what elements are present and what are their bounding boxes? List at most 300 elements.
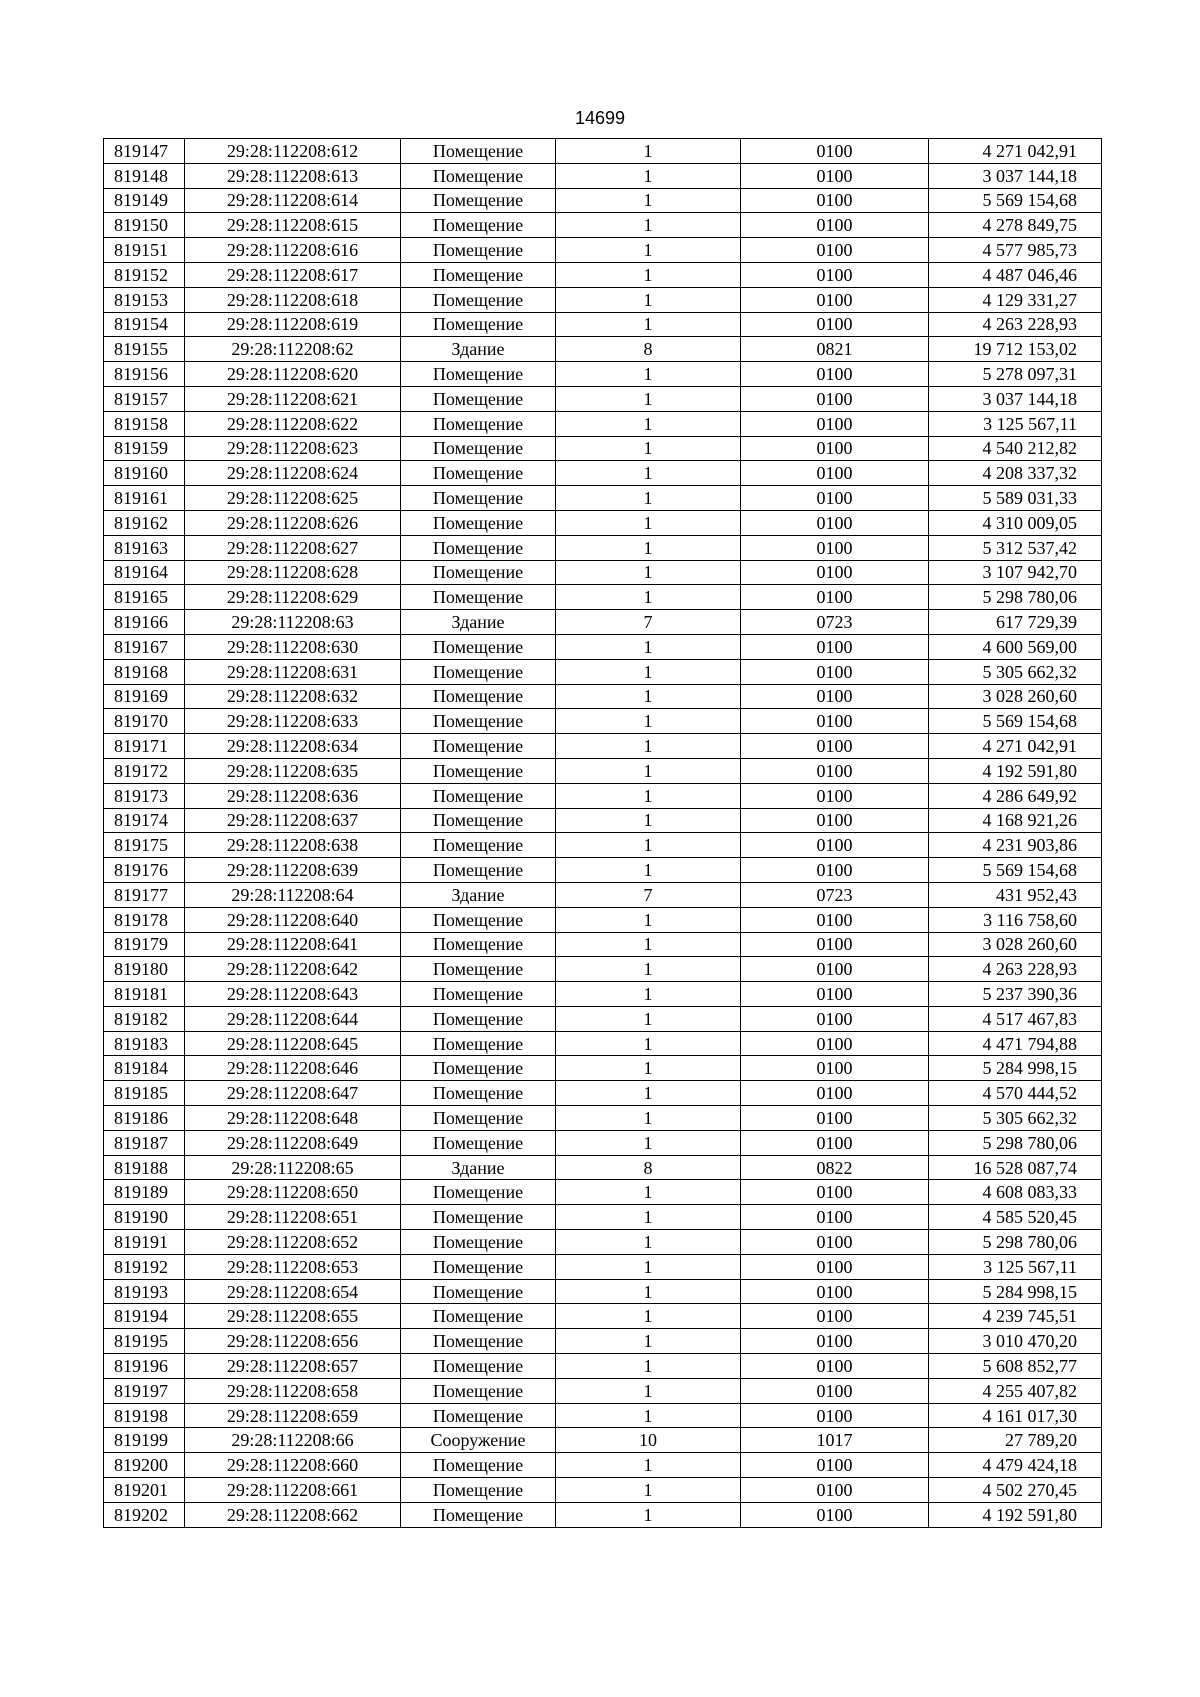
row-number-cell: 819177 bbox=[104, 882, 185, 907]
row-number-cell: 819150 bbox=[104, 213, 185, 238]
table-row bbox=[104, 709, 1102, 734]
purpose-code-cell: 0100 bbox=[741, 1056, 929, 1081]
cadastral-value-cell: 3 028 260,60 bbox=[929, 932, 1102, 957]
floor-count-cell: 1 bbox=[556, 783, 741, 808]
object-type-cell: Помещение bbox=[401, 1130, 556, 1155]
purpose-code-cell: 0100 bbox=[741, 436, 929, 461]
cadastral-number-cell: 29:28:112208:65 bbox=[185, 1155, 401, 1180]
purpose-code-cell: 0100 bbox=[741, 362, 929, 387]
purpose-code-cell: 0100 bbox=[741, 386, 929, 411]
row-number-cell: 819160 bbox=[104, 461, 185, 486]
purpose-code-cell: 0100 bbox=[741, 709, 929, 734]
purpose-code-cell: 0100 bbox=[741, 287, 929, 312]
floor-count-cell: 1 bbox=[556, 411, 741, 436]
floor-count-cell: 1 bbox=[556, 709, 741, 734]
cadastral-number-cell: 29:28:112208:655 bbox=[185, 1304, 401, 1329]
purpose-code-cell: 0100 bbox=[741, 312, 929, 337]
floor-count-cell: 1 bbox=[556, 833, 741, 858]
table-row bbox=[104, 1205, 1102, 1230]
cadastral-value-cell: 3 125 567,11 bbox=[929, 411, 1102, 436]
purpose-code-cell: 0100 bbox=[741, 758, 929, 783]
floor-count-cell: 1 bbox=[556, 808, 741, 833]
table-row bbox=[104, 461, 1102, 486]
floor-count-cell: 1 bbox=[556, 139, 741, 164]
row-number-cell: 819187 bbox=[104, 1130, 185, 1155]
cadastral-number-cell: 29:28:112208:638 bbox=[185, 833, 401, 858]
purpose-code-cell: 0100 bbox=[741, 833, 929, 858]
purpose-code-cell: 0100 bbox=[741, 1502, 929, 1527]
row-number-cell: 819157 bbox=[104, 386, 185, 411]
object-type-cell: Помещение bbox=[401, 213, 556, 238]
cadastral-value-cell: 5 278 097,31 bbox=[929, 362, 1102, 387]
row-number-cell: 819175 bbox=[104, 833, 185, 858]
cadastral-value-cell: 4 231 903,86 bbox=[929, 833, 1102, 858]
floor-count-cell: 1 bbox=[556, 1130, 741, 1155]
row-number-cell: 819167 bbox=[104, 634, 185, 659]
table-row bbox=[104, 1155, 1102, 1180]
object-type-cell: Помещение bbox=[401, 1031, 556, 1056]
purpose-code-cell: 0100 bbox=[741, 1254, 929, 1279]
cadastral-value-cell: 3 037 144,18 bbox=[929, 386, 1102, 411]
purpose-code-cell: 0100 bbox=[741, 461, 929, 486]
object-type-cell: Помещение bbox=[401, 1453, 556, 1478]
row-number-cell: 819176 bbox=[104, 858, 185, 883]
purpose-code-cell: 0100 bbox=[741, 957, 929, 982]
cadastral-number-cell: 29:28:112208:662 bbox=[185, 1502, 401, 1527]
row-number-cell: 819153 bbox=[104, 287, 185, 312]
table-row bbox=[104, 1453, 1102, 1478]
purpose-code-cell: 0100 bbox=[741, 858, 929, 883]
floor-count-cell: 1 bbox=[556, 1006, 741, 1031]
object-type-cell: Помещение bbox=[401, 163, 556, 188]
purpose-code-cell: 0100 bbox=[741, 1304, 929, 1329]
floor-count-cell: 1 bbox=[556, 362, 741, 387]
cadastral-value-cell: 4 161 017,30 bbox=[929, 1403, 1102, 1428]
object-type-cell: Помещение bbox=[401, 1378, 556, 1403]
cadastral-value-cell: 4 487 046,46 bbox=[929, 262, 1102, 287]
table-row bbox=[104, 337, 1102, 362]
floor-count-cell: 7 bbox=[556, 610, 741, 635]
object-type-cell: Помещение bbox=[401, 1081, 556, 1106]
table-row bbox=[104, 163, 1102, 188]
purpose-code-cell: 0100 bbox=[741, 808, 929, 833]
object-type-cell: Здание bbox=[401, 337, 556, 362]
object-type-cell: Помещение bbox=[401, 535, 556, 560]
purpose-code-cell: 0100 bbox=[741, 1130, 929, 1155]
purpose-code-cell: 0100 bbox=[741, 585, 929, 610]
table-row bbox=[104, 659, 1102, 684]
table-row bbox=[104, 1006, 1102, 1031]
cadastral-number-cell: 29:28:112208:64 bbox=[185, 882, 401, 907]
cadastral-number-cell: 29:28:112208:62 bbox=[185, 337, 401, 362]
cadastral-number-cell: 29:28:112208:637 bbox=[185, 808, 401, 833]
table-row bbox=[104, 907, 1102, 932]
floor-count-cell: 1 bbox=[556, 1106, 741, 1131]
object-type-cell: Помещение bbox=[401, 709, 556, 734]
cadastral-value-cell: 4 271 042,91 bbox=[929, 734, 1102, 759]
purpose-code-cell: 0100 bbox=[741, 560, 929, 585]
cadastral-number-cell: 29:28:112208:657 bbox=[185, 1354, 401, 1379]
cadastral-value-cell: 3 010 470,20 bbox=[929, 1329, 1102, 1354]
object-type-cell: Помещение bbox=[401, 436, 556, 461]
floor-count-cell: 8 bbox=[556, 1155, 741, 1180]
floor-count-cell: 1 bbox=[556, 858, 741, 883]
row-number-cell: 819199 bbox=[104, 1428, 185, 1453]
table-row bbox=[104, 1130, 1102, 1155]
floor-count-cell: 1 bbox=[556, 1354, 741, 1379]
table-row bbox=[104, 833, 1102, 858]
floor-count-cell: 1 bbox=[556, 684, 741, 709]
object-type-cell: Помещение bbox=[401, 833, 556, 858]
cadastral-value-cell: 19 712 153,02 bbox=[929, 337, 1102, 362]
cadastral-number-cell: 29:28:112208:651 bbox=[185, 1205, 401, 1230]
purpose-code-cell: 0100 bbox=[741, 238, 929, 263]
row-number-cell: 819170 bbox=[104, 709, 185, 734]
floor-count-cell: 1 bbox=[556, 188, 741, 213]
floor-count-cell: 1 bbox=[556, 1254, 741, 1279]
object-type-cell: Помещение bbox=[401, 510, 556, 535]
cadastral-value-cell: 5 305 662,32 bbox=[929, 1106, 1102, 1131]
row-number-cell: 819156 bbox=[104, 362, 185, 387]
table-row bbox=[104, 1081, 1102, 1106]
floor-count-cell: 1 bbox=[556, 287, 741, 312]
purpose-code-cell: 0100 bbox=[741, 1403, 929, 1428]
cadastral-value-cell: 5 608 852,77 bbox=[929, 1354, 1102, 1379]
table-row bbox=[104, 188, 1102, 213]
cadastral-number-cell: 29:28:112208:627 bbox=[185, 535, 401, 560]
cadastral-number-cell: 29:28:112208:616 bbox=[185, 238, 401, 263]
floor-count-cell: 1 bbox=[556, 262, 741, 287]
table-row bbox=[104, 535, 1102, 560]
table-row bbox=[104, 858, 1102, 883]
floor-count-cell: 1 bbox=[556, 560, 741, 585]
object-type-cell: Помещение bbox=[401, 808, 556, 833]
cadastral-value-cell: 4 540 212,82 bbox=[929, 436, 1102, 461]
table-row bbox=[104, 1502, 1102, 1527]
cadastral-number-cell: 29:28:112208:613 bbox=[185, 163, 401, 188]
cadastral-number-cell: 29:28:112208:633 bbox=[185, 709, 401, 734]
purpose-code-cell: 0822 bbox=[741, 1155, 929, 1180]
table-row bbox=[104, 808, 1102, 833]
cadastral-number-cell: 29:28:112208:652 bbox=[185, 1230, 401, 1255]
row-number-cell: 819180 bbox=[104, 957, 185, 982]
object-type-cell: Помещение bbox=[401, 1180, 556, 1205]
cadastral-value-cell: 16 528 087,74 bbox=[929, 1155, 1102, 1180]
row-number-cell: 819151 bbox=[104, 238, 185, 263]
purpose-code-cell: 0100 bbox=[741, 1006, 929, 1031]
floor-count-cell: 1 bbox=[556, 386, 741, 411]
row-number-cell: 819183 bbox=[104, 1031, 185, 1056]
object-type-cell: Помещение bbox=[401, 461, 556, 486]
cadastral-number-cell: 29:28:112208:625 bbox=[185, 486, 401, 511]
object-type-cell: Здание bbox=[401, 1155, 556, 1180]
purpose-code-cell: 0100 bbox=[741, 1230, 929, 1255]
purpose-code-cell: 0100 bbox=[741, 1205, 929, 1230]
object-type-cell: Помещение bbox=[401, 634, 556, 659]
row-number-cell: 819195 bbox=[104, 1329, 185, 1354]
cadastral-number-cell: 29:28:112208:646 bbox=[185, 1056, 401, 1081]
object-type-cell: Помещение bbox=[401, 585, 556, 610]
purpose-code-cell: 0100 bbox=[741, 783, 929, 808]
object-type-cell: Помещение bbox=[401, 486, 556, 511]
row-number-cell: 819171 bbox=[104, 734, 185, 759]
cadastral-value-cell: 4 263 228,93 bbox=[929, 957, 1102, 982]
cadastral-number-cell: 29:28:112208:640 bbox=[185, 907, 401, 932]
table-row bbox=[104, 982, 1102, 1007]
floor-count-cell: 1 bbox=[556, 1031, 741, 1056]
cadastral-value-cell: 4 208 337,32 bbox=[929, 461, 1102, 486]
floor-count-cell: 1 bbox=[556, 957, 741, 982]
cadastral-value-cell: 5 569 154,68 bbox=[929, 858, 1102, 883]
purpose-code-cell: 0100 bbox=[741, 139, 929, 164]
table-row bbox=[104, 783, 1102, 808]
cadastral-number-cell: 29:28:112208:632 bbox=[185, 684, 401, 709]
cadastral-value-cell: 5 298 780,06 bbox=[929, 585, 1102, 610]
cadastral-number-cell: 29:28:112208:624 bbox=[185, 461, 401, 486]
cadastral-number-cell: 29:28:112208:641 bbox=[185, 932, 401, 957]
floor-count-cell: 1 bbox=[556, 1279, 741, 1304]
purpose-code-cell: 0100 bbox=[741, 659, 929, 684]
floor-count-cell: 1 bbox=[556, 535, 741, 560]
floor-count-cell: 1 bbox=[556, 486, 741, 511]
object-type-cell: Помещение bbox=[401, 1403, 556, 1428]
row-number-cell: 819164 bbox=[104, 560, 185, 585]
row-number-cell: 819169 bbox=[104, 684, 185, 709]
row-number-cell: 819188 bbox=[104, 1155, 185, 1180]
purpose-code-cell: 0100 bbox=[741, 213, 929, 238]
floor-count-cell: 1 bbox=[556, 163, 741, 188]
floor-count-cell: 10 bbox=[556, 1428, 741, 1453]
object-type-cell: Помещение bbox=[401, 560, 556, 585]
purpose-code-cell: 0100 bbox=[741, 684, 929, 709]
row-number-cell: 819194 bbox=[104, 1304, 185, 1329]
purpose-code-cell: 0100 bbox=[741, 535, 929, 560]
cadastral-number-cell: 29:28:112208:648 bbox=[185, 1106, 401, 1131]
cadastral-value-cell: 5 569 154,68 bbox=[929, 188, 1102, 213]
row-number-cell: 819159 bbox=[104, 436, 185, 461]
purpose-code-cell: 0100 bbox=[741, 163, 929, 188]
cadastral-value-cell: 4 129 331,27 bbox=[929, 287, 1102, 312]
row-number-cell: 819185 bbox=[104, 1081, 185, 1106]
cadastral-value-cell: 4 471 794,88 bbox=[929, 1031, 1102, 1056]
cadastral-value-cell: 3 037 144,18 bbox=[929, 163, 1102, 188]
object-type-cell: Помещение bbox=[401, 1329, 556, 1354]
table-row bbox=[104, 411, 1102, 436]
purpose-code-cell: 0100 bbox=[741, 1279, 929, 1304]
cadastral-value-cell: 5 284 998,15 bbox=[929, 1056, 1102, 1081]
cadastral-value-cell: 4 570 444,52 bbox=[929, 1081, 1102, 1106]
floor-count-cell: 1 bbox=[556, 1502, 741, 1527]
cadastral-number-cell: 29:28:112208:660 bbox=[185, 1453, 401, 1478]
table-row bbox=[104, 1403, 1102, 1428]
purpose-code-cell: 1017 bbox=[741, 1428, 929, 1453]
cadastral-number-cell: 29:28:112208:643 bbox=[185, 982, 401, 1007]
object-type-cell: Помещение bbox=[401, 312, 556, 337]
floor-count-cell: 1 bbox=[556, 907, 741, 932]
table-row bbox=[104, 1329, 1102, 1354]
row-number-cell: 819162 bbox=[104, 510, 185, 535]
table-row bbox=[104, 1354, 1102, 1379]
floor-count-cell: 1 bbox=[556, 213, 741, 238]
row-number-cell: 819181 bbox=[104, 982, 185, 1007]
purpose-code-cell: 0100 bbox=[741, 1081, 929, 1106]
table-row bbox=[104, 610, 1102, 635]
purpose-code-cell: 0100 bbox=[741, 510, 929, 535]
cadastral-value-cell: 3 116 758,60 bbox=[929, 907, 1102, 932]
purpose-code-cell: 0723 bbox=[741, 882, 929, 907]
cadastral-number-cell: 29:28:112208:612 bbox=[185, 139, 401, 164]
object-type-cell: Помещение bbox=[401, 982, 556, 1007]
purpose-code-cell: 0100 bbox=[741, 1354, 929, 1379]
floor-count-cell: 1 bbox=[556, 461, 741, 486]
cadastral-number-cell: 29:28:112208:649 bbox=[185, 1130, 401, 1155]
table-body bbox=[104, 139, 1102, 1528]
table-row bbox=[104, 1106, 1102, 1131]
purpose-code-cell: 0100 bbox=[741, 734, 929, 759]
cadastral-value-cell: 4 517 467,83 bbox=[929, 1006, 1102, 1031]
row-number-cell: 819201 bbox=[104, 1478, 185, 1503]
floor-count-cell: 1 bbox=[556, 510, 741, 535]
cadastral-number-cell: 29:28:112208:639 bbox=[185, 858, 401, 883]
cadastral-number-cell: 29:28:112208:654 bbox=[185, 1279, 401, 1304]
object-type-cell: Помещение bbox=[401, 139, 556, 164]
row-number-cell: 819197 bbox=[104, 1378, 185, 1403]
table-row bbox=[104, 1478, 1102, 1503]
cadastral-value-cell: 5 284 998,15 bbox=[929, 1279, 1102, 1304]
cadastral-value-cell: 4 600 569,00 bbox=[929, 634, 1102, 659]
purpose-code-cell: 0100 bbox=[741, 907, 929, 932]
cadastral-value-cell: 5 589 031,33 bbox=[929, 486, 1102, 511]
page-number: 14699 bbox=[574, 108, 626, 128]
cadastral-value-cell: 5 305 662,32 bbox=[929, 659, 1102, 684]
floor-count-cell: 1 bbox=[556, 585, 741, 610]
table-row bbox=[104, 238, 1102, 263]
cadastral-value-cell: 4 278 849,75 bbox=[929, 213, 1102, 238]
object-type-cell: Помещение bbox=[401, 287, 556, 312]
cadastral-value-cell: 4 479 424,18 bbox=[929, 1453, 1102, 1478]
cadastral-number-cell: 29:28:112208:636 bbox=[185, 783, 401, 808]
object-type-cell: Помещение bbox=[401, 783, 556, 808]
cadastral-number-cell: 29:28:112208:635 bbox=[185, 758, 401, 783]
object-type-cell: Помещение bbox=[401, 907, 556, 932]
cadastral-value-cell: 4 502 270,45 bbox=[929, 1478, 1102, 1503]
row-number-cell: 819198 bbox=[104, 1403, 185, 1428]
object-type-cell: Помещение bbox=[401, 1502, 556, 1527]
purpose-code-cell: 0100 bbox=[741, 1478, 929, 1503]
object-type-cell: Помещение bbox=[401, 188, 556, 213]
row-number-cell: 819161 bbox=[104, 486, 185, 511]
object-type-cell: Здание bbox=[401, 882, 556, 907]
row-number-cell: 819172 bbox=[104, 758, 185, 783]
cadastral-value-cell: 4 168 921,26 bbox=[929, 808, 1102, 833]
cadastral-number-cell: 29:28:112208:656 bbox=[185, 1329, 401, 1354]
row-number-cell: 819193 bbox=[104, 1279, 185, 1304]
floor-count-cell: 1 bbox=[556, 659, 741, 684]
floor-count-cell: 1 bbox=[556, 1378, 741, 1403]
floor-count-cell: 1 bbox=[556, 1329, 741, 1354]
table-row bbox=[104, 1428, 1102, 1453]
table-row bbox=[104, 560, 1102, 585]
floor-count-cell: 1 bbox=[556, 1304, 741, 1329]
row-number-cell: 819155 bbox=[104, 337, 185, 362]
floor-count-cell: 1 bbox=[556, 758, 741, 783]
object-type-cell: Помещение bbox=[401, 684, 556, 709]
floor-count-cell: 1 bbox=[556, 238, 741, 263]
floor-count-cell: 1 bbox=[556, 1180, 741, 1205]
cadastral-number-cell: 29:28:112208:653 bbox=[185, 1254, 401, 1279]
row-number-cell: 819165 bbox=[104, 585, 185, 610]
table-row bbox=[104, 1230, 1102, 1255]
table-row bbox=[104, 758, 1102, 783]
object-type-cell: Помещение bbox=[401, 858, 556, 883]
table-row bbox=[104, 436, 1102, 461]
object-type-cell: Помещение bbox=[401, 1254, 556, 1279]
row-number-cell: 819154 bbox=[104, 312, 185, 337]
cadastral-value-cell: 5 298 780,06 bbox=[929, 1130, 1102, 1155]
object-type-cell: Помещение bbox=[401, 1478, 556, 1503]
table-row bbox=[104, 634, 1102, 659]
cadastral-value-cell: 431 952,43 bbox=[929, 882, 1102, 907]
object-type-cell: Помещение bbox=[401, 734, 556, 759]
purpose-code-cell: 0100 bbox=[741, 1106, 929, 1131]
cadastral-value-cell: 4 286 649,92 bbox=[929, 783, 1102, 808]
row-number-cell: 819184 bbox=[104, 1056, 185, 1081]
table-row bbox=[104, 386, 1102, 411]
object-type-cell: Помещение bbox=[401, 262, 556, 287]
row-number-cell: 819192 bbox=[104, 1254, 185, 1279]
cadastral-number-cell: 29:28:112208:615 bbox=[185, 213, 401, 238]
cadastral-number-cell: 29:28:112208:629 bbox=[185, 585, 401, 610]
purpose-code-cell: 0100 bbox=[741, 634, 929, 659]
cadastral-number-cell: 29:28:112208:628 bbox=[185, 560, 401, 585]
purpose-code-cell: 0100 bbox=[741, 982, 929, 1007]
cadastral-value-cell: 3 107 942,70 bbox=[929, 560, 1102, 585]
cadastral-number-cell: 29:28:112208:63 bbox=[185, 610, 401, 635]
floor-count-cell: 1 bbox=[556, 634, 741, 659]
cadastral-number-cell: 29:28:112208:617 bbox=[185, 262, 401, 287]
table-row bbox=[104, 486, 1102, 511]
purpose-code-cell: 0100 bbox=[741, 411, 929, 436]
row-number-cell: 819158 bbox=[104, 411, 185, 436]
table-row bbox=[104, 1304, 1102, 1329]
cadastral-number-cell: 29:28:112208:620 bbox=[185, 362, 401, 387]
table-row bbox=[104, 1279, 1102, 1304]
cadastral-value-cell: 4 585 520,45 bbox=[929, 1205, 1102, 1230]
table-row bbox=[104, 262, 1102, 287]
object-type-cell: Помещение bbox=[401, 1056, 556, 1081]
cadastral-number-cell: 29:28:112208:647 bbox=[185, 1081, 401, 1106]
object-type-cell: Помещение bbox=[401, 362, 556, 387]
purpose-code-cell: 0100 bbox=[741, 1180, 929, 1205]
row-number-cell: 819202 bbox=[104, 1502, 185, 1527]
floor-count-cell: 7 bbox=[556, 882, 741, 907]
row-number-cell: 819178 bbox=[104, 907, 185, 932]
object-type-cell: Помещение bbox=[401, 1205, 556, 1230]
cadastral-number-cell: 29:28:112208:614 bbox=[185, 188, 401, 213]
cadastral-value-cell: 5 569 154,68 bbox=[929, 709, 1102, 734]
floor-count-cell: 8 bbox=[556, 337, 741, 362]
table-row bbox=[104, 1180, 1102, 1205]
floor-count-cell: 1 bbox=[556, 1453, 741, 1478]
purpose-code-cell: 0723 bbox=[741, 610, 929, 635]
cadastral-number-cell: 29:28:112208:642 bbox=[185, 957, 401, 982]
object-type-cell: Помещение bbox=[401, 1304, 556, 1329]
row-number-cell: 819174 bbox=[104, 808, 185, 833]
row-number-cell: 819166 bbox=[104, 610, 185, 635]
cadastral-value-cell: 4 255 407,82 bbox=[929, 1378, 1102, 1403]
object-type-cell: Помещение bbox=[401, 1279, 556, 1304]
cadastral-value-cell: 4 192 591,80 bbox=[929, 1502, 1102, 1527]
